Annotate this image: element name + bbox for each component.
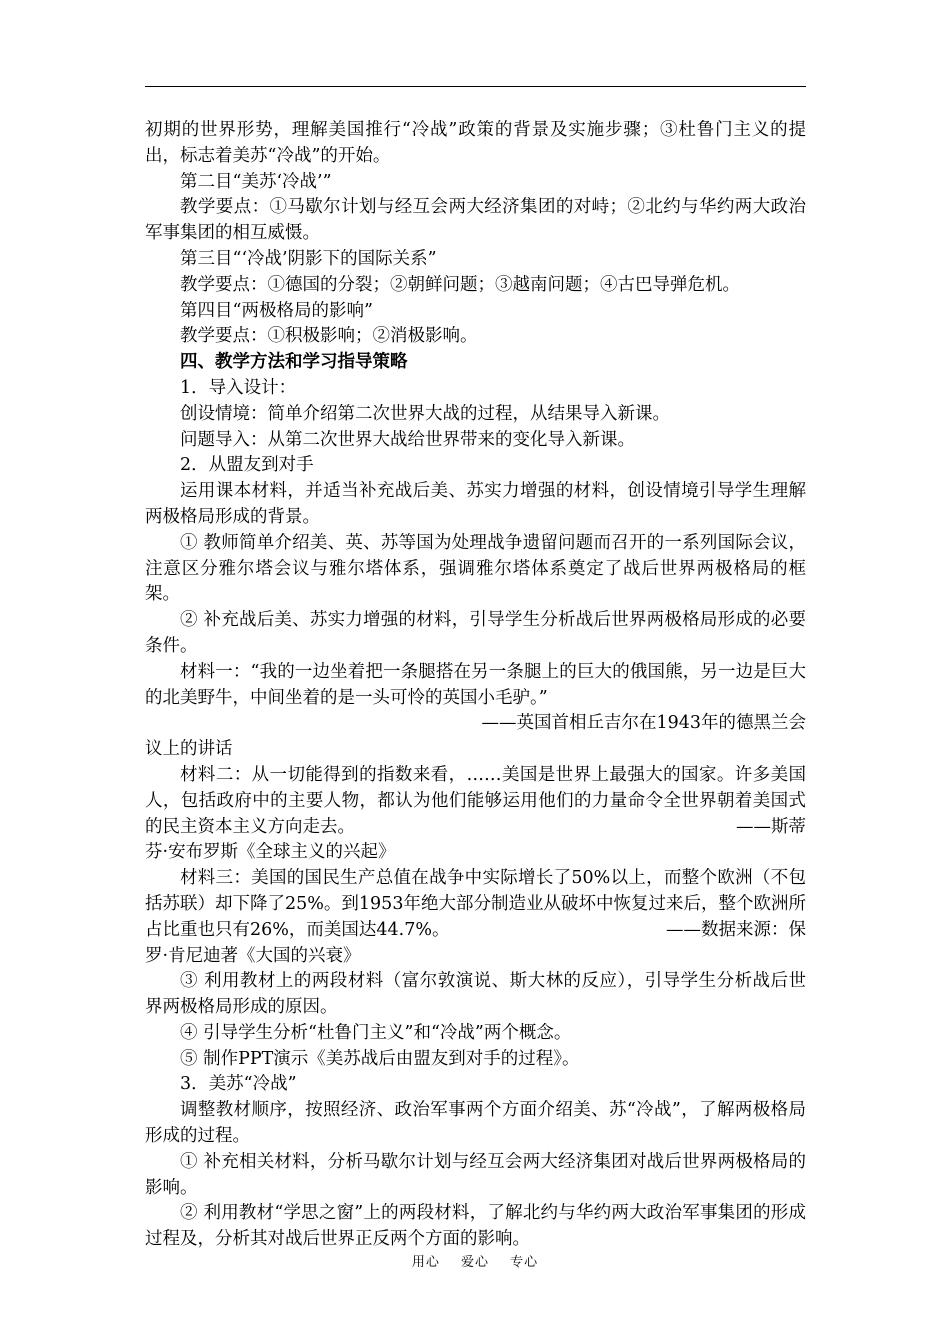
- subheading: 1．导入设计：: [180, 377, 297, 398]
- paragraph: 初期的世界形势，理解美国推行“冷战”政策的背景及实施步骤；③杜鲁门主义的提出，标志着美苏“冷战”的开始。: [145, 120, 806, 166]
- paragraph: ① 教师简单介绍美、英、苏等国为处理战争遗留问题而召开的一系列国际会议，注意区分雅尔塔会议与雅尔塔体系，强调雅尔塔体系奠定了战后世界两极格局的框架。: [145, 532, 806, 605]
- quote-text: 材料三：美国的国民生产总值在战争中实际增长了50%以上，而整个欧洲（不包括苏联）却下降了25%。到1953年绝大部分制造业从破坏中恢复过来后，整个欧洲所占比重也只有26%，而美国达44.7%。: [145, 868, 806, 940]
- paragraph: ③ 利用教材上的两段材料（富尔敦演说、斯大林的反应），引导学生分析战后世界两极格局形成的原因。: [145, 971, 806, 1018]
- paragraph: ② 补充战后美、苏实力增强的材料，引导学生分析战后世界两极格局形成的必要条件。: [145, 610, 806, 656]
- quote-material-1: 材料一：“我的一边坐着把一条腿搭在另一条腿上的巨大的俄国熊，另一边是巨大的北美野牛，中间坐着的是一头可怜的英国小毛驴。”: [145, 661, 806, 708]
- quote-attribution: ——数据来源：保: [666, 919, 806, 940]
- footer-word: 专心: [510, 1255, 539, 1270]
- paragraph: ④ 引导学生分析“杜鲁门主义”和“冷战”两个概念。: [180, 1022, 572, 1043]
- quote-attribution-cont: 罗·肯尼迪著《大国的兴衰》: [145, 945, 361, 966]
- paragraph: 创设情境：简单介绍第二次世界大战的过程，从结果导入新课。: [180, 403, 670, 424]
- quote-attribution-cont: 芬·安布罗斯《全球主义的兴起》: [145, 842, 396, 863]
- quote-attribution: ——斯蒂: [736, 816, 806, 837]
- chapter-heading: 四、教学方法和学习指导策略: [180, 352, 408, 373]
- paragraph: 教学要点：①德国的分裂；②朝鲜问题；③越南问题；④古巴导弹危机。: [180, 274, 740, 295]
- header-rule: [145, 86, 806, 87]
- footer-word: 爱心: [460, 1255, 489, 1270]
- section-heading: 第三目“‘冷战’阴影下的国际关系”: [180, 248, 437, 269]
- quote-material-3: [145, 866, 806, 943]
- paragraph: ① 补充相关材料，分析马歇尔计划与经互会两大经济集团对战后世界两极格局的影响。: [145, 1151, 806, 1198]
- document-body: [145, 118, 806, 1253]
- paragraph: ⑤ 制作PPT演示《美苏战后由盟友到对手的过程》。: [180, 1048, 580, 1069]
- paragraph: 调整教材顺序，按照经济、政治军事两个方面介绍美、苏“冷战”，了解两极格局形成的过程。: [145, 1100, 806, 1147]
- section-heading: 第四目“两极格局的影响”: [180, 300, 373, 321]
- paragraph: 运用课本材料，并适当补充战后美、苏实力增强的材料，创设情境引导学生理解两极格局形成的背景。: [145, 481, 806, 527]
- paragraph: ② 利用教材“学思之窗”上的两段材料，了解北约与华约两大政治军事集团的形成过程及，分析其对战后世界正反两个方面的影响。: [145, 1203, 806, 1250]
- quote-text: 材料二：从一切能得到的指数来看，……美国是世界上最强大的国家。许多美国人，包括政府中的主要人物，都认为他们能够运用他们的力量命令全世界朝着美国式的民主资本主义方向走去。: [145, 764, 806, 837]
- quote-material-2: [145, 763, 806, 840]
- paragraph: 问题导入：从第二次世界大战给世界带来的变化导入新课。: [180, 429, 635, 450]
- page-footer: [0, 1251, 950, 1270]
- subheading: 3．美苏“冷战”: [180, 1074, 297, 1095]
- footer-word: 用心: [411, 1255, 440, 1270]
- paragraph: 教学要点：①积极影响；②消极影响。: [180, 326, 478, 347]
- section-heading: 第二目“美苏‘冷战’”: [180, 171, 332, 192]
- subheading: 2．从盟友到对手: [180, 455, 314, 476]
- paragraph: 教学要点：①马歇尔计划与经互会两大经济集团的对峙；②北约与华约两大政治军事集团的相互威慑。: [145, 197, 806, 244]
- quote-attribution: ——英国首相丘吉尔在1943年的德黑兰会: [481, 713, 806, 734]
- quote-attribution-cont: 议上的讲话: [145, 739, 233, 760]
